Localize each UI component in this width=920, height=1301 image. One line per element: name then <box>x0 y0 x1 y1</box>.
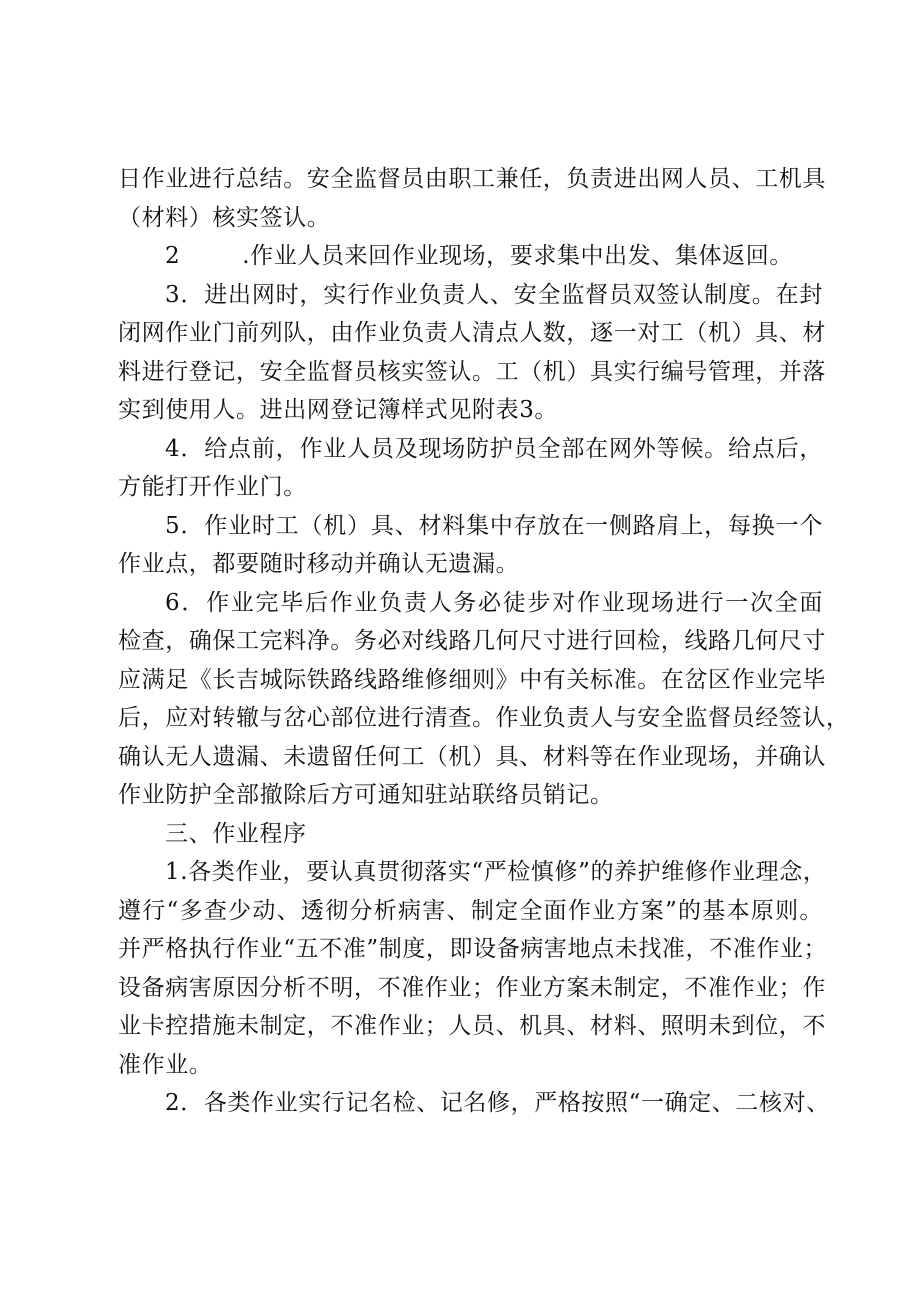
paragraph-line: 方能打开作业门。 <box>118 474 307 500</box>
section-heading: 三、作业程序 <box>165 820 307 847</box>
paragraph-line: 准作业。 <box>118 1051 213 1078</box>
paragraph-line: 4．给点前，作业人员及现场防护员全部在网外等候。给点后， <box>165 435 823 462</box>
paragraph-line: 闭网作业门前列队，由作业负责人清点人数，逐一对工（机）具、材 <box>118 320 826 346</box>
paragraph-line: 作业点，都要随时移动并确认无遗漏。 <box>118 551 520 577</box>
paragraph-line: 5．作业时工（机）具、材料集中存放在一侧路肩上，每换一个 <box>165 512 823 539</box>
item-text: .作业人员来回作业现场，要求集中出发、集体返回。 <box>242 243 793 269</box>
paragraph-line: 作业防护全部撤除后方可通知驻站联络员销记。 <box>118 782 614 808</box>
paragraph-line: 6．作业完毕后作业负责人务必徒步对作业现场进行一次全面 <box>165 589 823 616</box>
paragraph-line: 日作业进行总结。安全监督员由职工兼任，负责进出网人员、工机具 <box>118 166 826 192</box>
document-body <box>118 160 850 1123</box>
paragraph-line: 遵行“多查少动、透彻分析病害、制定全面作业方案”的基本原则。 <box>118 897 823 924</box>
paragraph-line: 应满足《长吉城际铁路线路维修细则》中有关标准。在岔区作业完毕 <box>118 666 826 693</box>
paragraph-line: 实到使用人。进出网登记簿样式见附表3。 <box>118 397 559 423</box>
paragraph-line: 1.各类作业，要认真贯彻落实“严检慎修”的养护维修作业理念， <box>165 859 827 885</box>
paragraph-line: （材料）核实签认。 <box>118 204 331 231</box>
paragraph-line: 并严格执行作业“五不准”制度，即设备病害地点未找准，不准作业； <box>118 936 828 962</box>
paragraph-line: 3．进出网时，实行作业负责人、安全监督员双签认制度。在封 <box>165 281 823 308</box>
paragraph-line: 2．各类作业实行记名检、记名修，严格按照“一确定、二核对、 <box>165 1090 830 1116</box>
paragraph-line: 设备病害原因分析不明，不准作业；作业方案未制定，不准作业；作 <box>118 974 826 1001</box>
paragraph-line: 确认无人遗漏、未遗留任何工（机）具、材料等在作业现场，并确认 <box>118 743 826 770</box>
item-number: 2 <box>165 243 181 269</box>
paragraph-line: 料进行登记，安全监督员核实签认。工（机）具实行编号管理，并落 <box>118 358 826 385</box>
paragraph-line: 检查，确保工完料净。务必对线路几何尺寸进行回检，线路几何尺寸 <box>118 628 826 654</box>
paragraph-line: 业卡控措施未制定，不准作业；人员、机具、材料、照明未到位，不 <box>118 1013 826 1039</box>
paragraph-line <box>118 237 823 276</box>
paragraph-line: 后，应对转辙与岔心部位进行清查。作业负责人与安全监督员经签认， <box>118 705 850 731</box>
